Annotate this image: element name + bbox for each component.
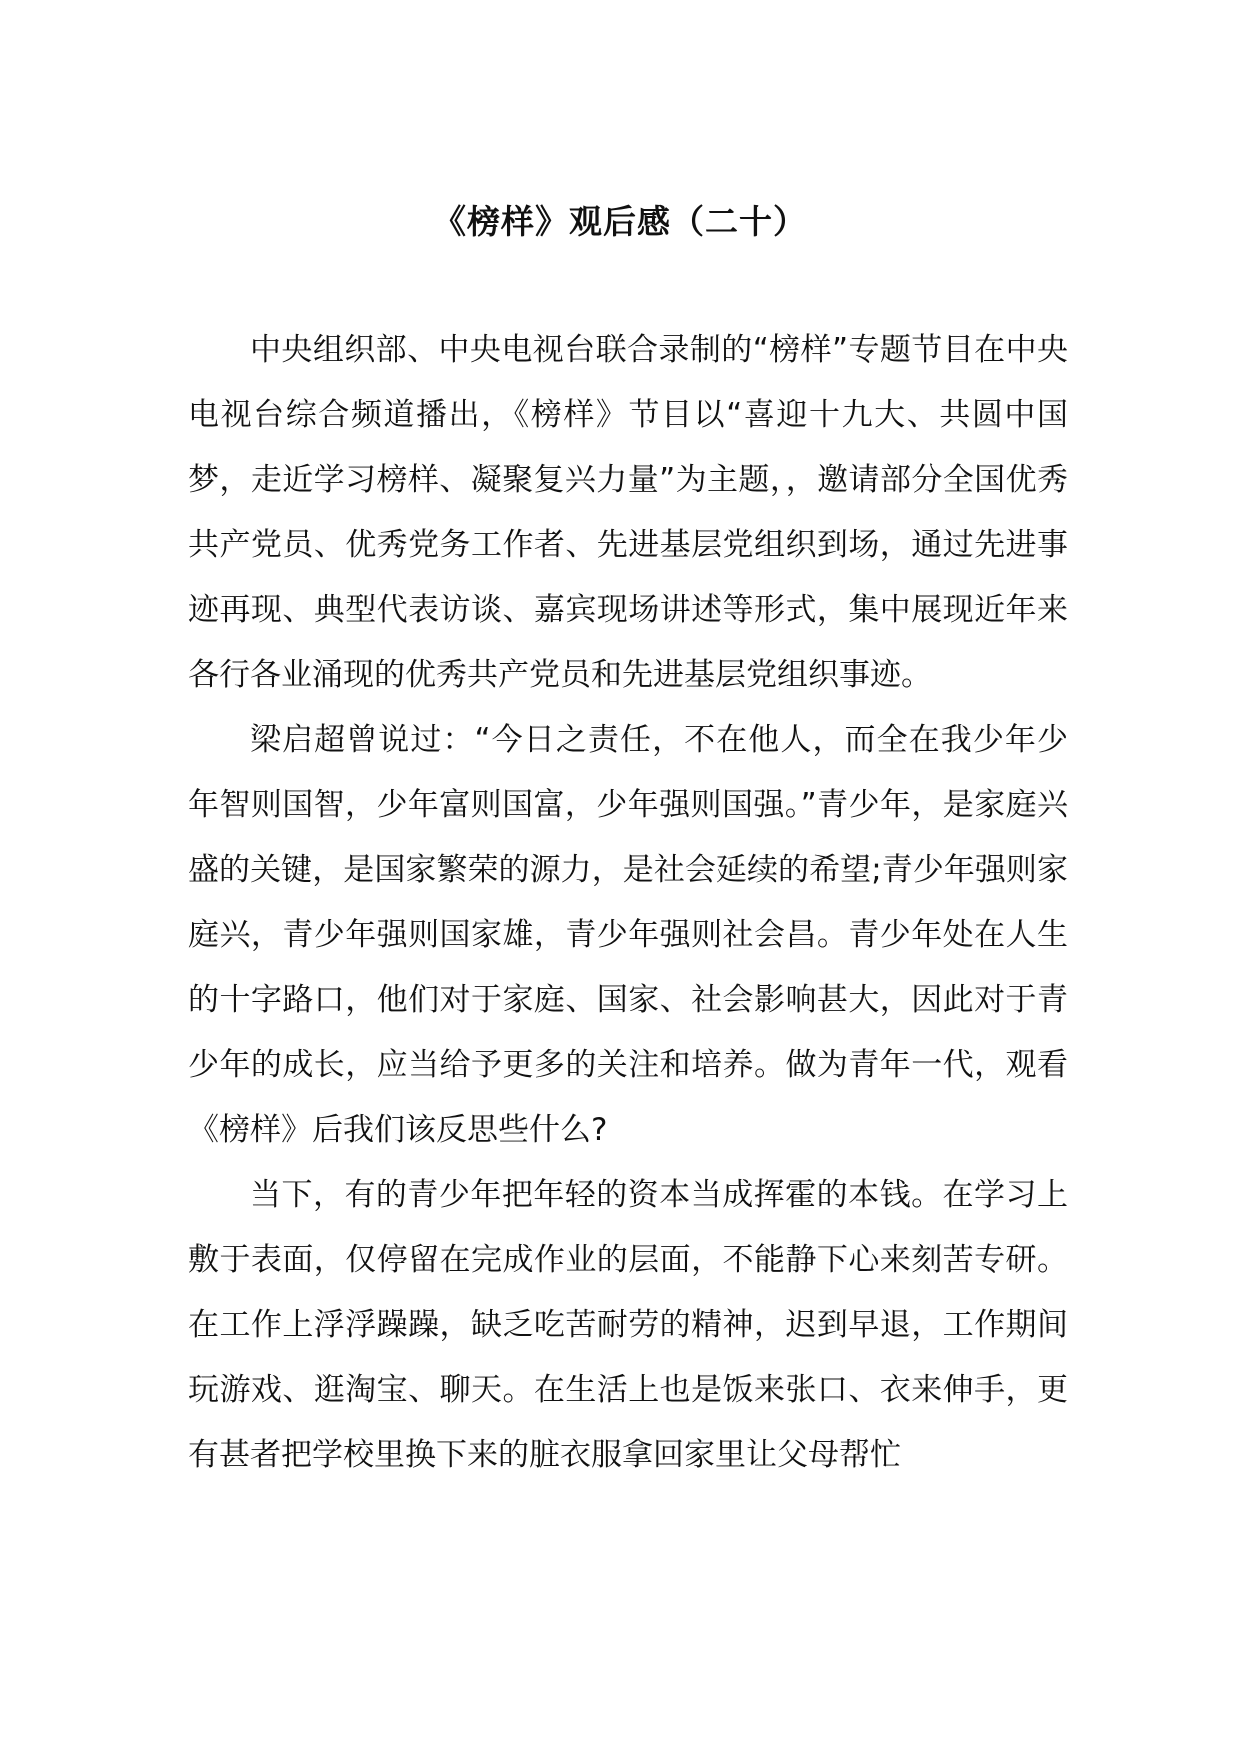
paragraph: 中央组织部、中央电视台联合录制的“榜样”专题节目在中央电视台综合频道播出，《榜样》节目以“喜迎十九大、共圆中国梦，走近学习榜样、凝聚复兴力量”为主题，，邀请部分全国优秀共产党员、优秀党务工作者、先进基层党组织到场，通过先进事迹再现、典型代表访谈、嘉宾现场讲述等形式，集中展现近年来各行各业涌现的优秀共产党员和先进基层党组织事迹。: [188, 332, 1068, 693]
document-body: [188, 318, 1068, 1488]
document-title: 《榜样》观后感（二十）: [433, 202, 807, 241]
paragraph: 梁启超曾说过：“今日之责任，不在他人，而全在我少年少年智则国智，少年富则国富，少年强则国强。”青少年，是家庭兴盛的关键，是国家繁荣的源力，是社会延续的希望;青少年强则家庭兴，青少年强则国家雄，青少年强则社会昌。青少年处在人生的十字路口，他们对于家庭、国家、社会影响甚大，因此对于青少年的成长，应当给予更多的关注和培养。做为青年一代，观看《榜样》后我们该反思些什么?: [188, 722, 1068, 1148]
paragraph: 当下，有的青少年把年轻的资本当成挥霍的本钱。在学习上敷于表面，仅停留在完成作业的层面，不能静下心来刻苦专研。在工作上浮浮躁躁，缺乏吃苦耐劳的精神，迟到早退，工作期间玩游戏、逛淘宝、聊天。在生活上也是饭来张口、衣来伸手，更有甚者把学校里换下来的脏衣服拿回家里让父母帮忙: [188, 1177, 1068, 1473]
